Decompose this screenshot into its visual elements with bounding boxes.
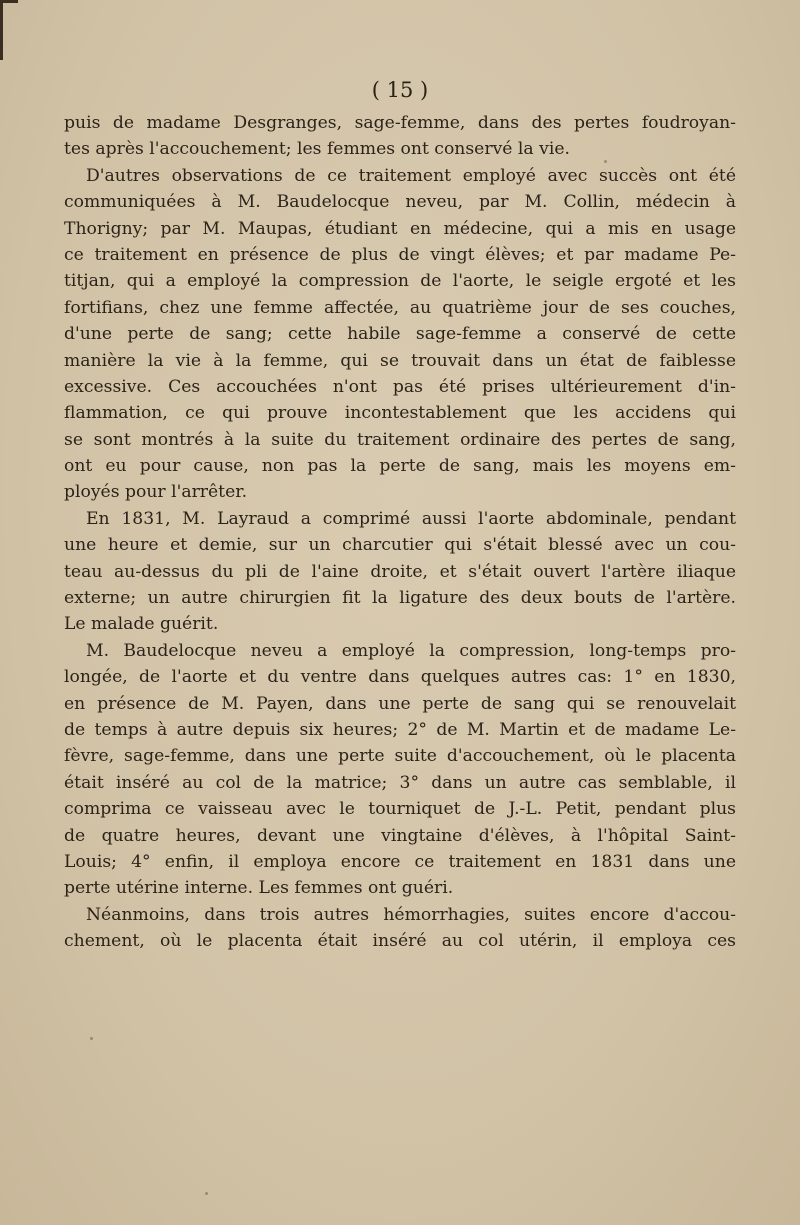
text-line: se sont montrés à la suite du traitement ordinaire des pertes de sang, [64,429,736,450]
text-line: en présence de M. Payen, dans une perte de sang qui se renouvelait [64,693,736,714]
page-number: ( 15 ) [371,78,429,102]
text-line: comprima ce vaisseau avec le tourniquet de J.-L. Petit, pendant plus [64,799,736,820]
text-line: externe; un autre chirurgien fit la ligature des deux bouts de l'artère. [64,588,736,609]
text-line: une heure et demie, sur un charcutier qui s'était blessé avec un cou- [64,535,736,556]
crop-mark [0,0,18,60]
text-line: Le malade guérit. [64,614,219,635]
paper-speck [604,160,607,163]
text-line: était inséré au col de la matrice; 3° dans un autre cas semblable, il [64,772,736,793]
text-line: manière la vie à la femme, qui se trouvait dans un état de faiblesse [64,350,736,371]
text-line: En 1831, M. Layraud a comprimé aussi l'aorte abdominale, pendant [86,508,736,529]
text-line: Louis; 4° enfin, il employa encore ce traitement en 1831 dans une [64,851,736,872]
text-line: fortifians, chez une femme affectée, au quatrième jour de ses couches, [64,297,736,318]
text-line: Thorigny; par M. Maupas, étudiant en médecine, qui a mis en usage [64,218,736,239]
text-line: communiquées à M. Baudelocque neveu, par M. Collin, médecin à [64,192,736,213]
text-line: excessive. Ces accouchées n'ont pas été prises ultérieurement d'in- [64,376,736,397]
text-line: flammation, ce qui prouve incontestablement que les accidens qui [64,403,736,424]
text-line: teau au-dessus du pli de l'aine droite, et s'était ouvert l'artère iliaque [64,561,736,582]
text-line: titjan, qui a employé la compression de l'aorte, le seigle ergoté et les [64,271,736,292]
text-line: D'autres observations de ce traitement employé avec succès ont été [86,165,736,186]
paper-speck [90,1037,93,1040]
text-line: ce traitement en présence de plus de vingt élèves; et par madame Pe- [64,244,736,265]
text-line: d'une perte de sang; cette habile sage-femme a conservé de cette [64,324,736,345]
text-line: de quatre heures, devant une vingtaine d'élèves, à l'hôpital Saint- [64,825,736,846]
text-line: ont eu pour cause, non pas la perte de sang, mais les moyens em- [64,456,736,477]
text-line: fèvre, sage-femme, dans une perte suite d'accouchement, où le placenta [64,746,736,767]
text-line: ployés pour l'arrêter. [64,482,248,503]
body-text [64,110,736,955]
text-line: de temps à autre depuis six heures; 2° de M. Martin et de madame Le- [64,719,736,740]
text-line: M. Baudelocque neveu a employé la compression, long-temps pro- [86,640,736,661]
text-line: longée, de l'aorte et du ventre dans quelques autres cas: 1° en 1830, [64,667,736,688]
text-line: puis de madame Desgranges, sage-femme, dans des pertes foudroyan- [64,113,736,133]
text-line: perte utérine interne. Les femmes ont guéri. [64,878,454,899]
text-line: chement, où le placenta était inséré au col utérin, il employa ces [64,931,736,952]
paper-speck [205,1192,208,1195]
text-line: Néanmoins, dans trois autres hémorrhagies, suites encore d'accou- [86,904,736,925]
text-line: tes après l'accouchement; les femmes ont conservé la vie. [64,139,570,160]
